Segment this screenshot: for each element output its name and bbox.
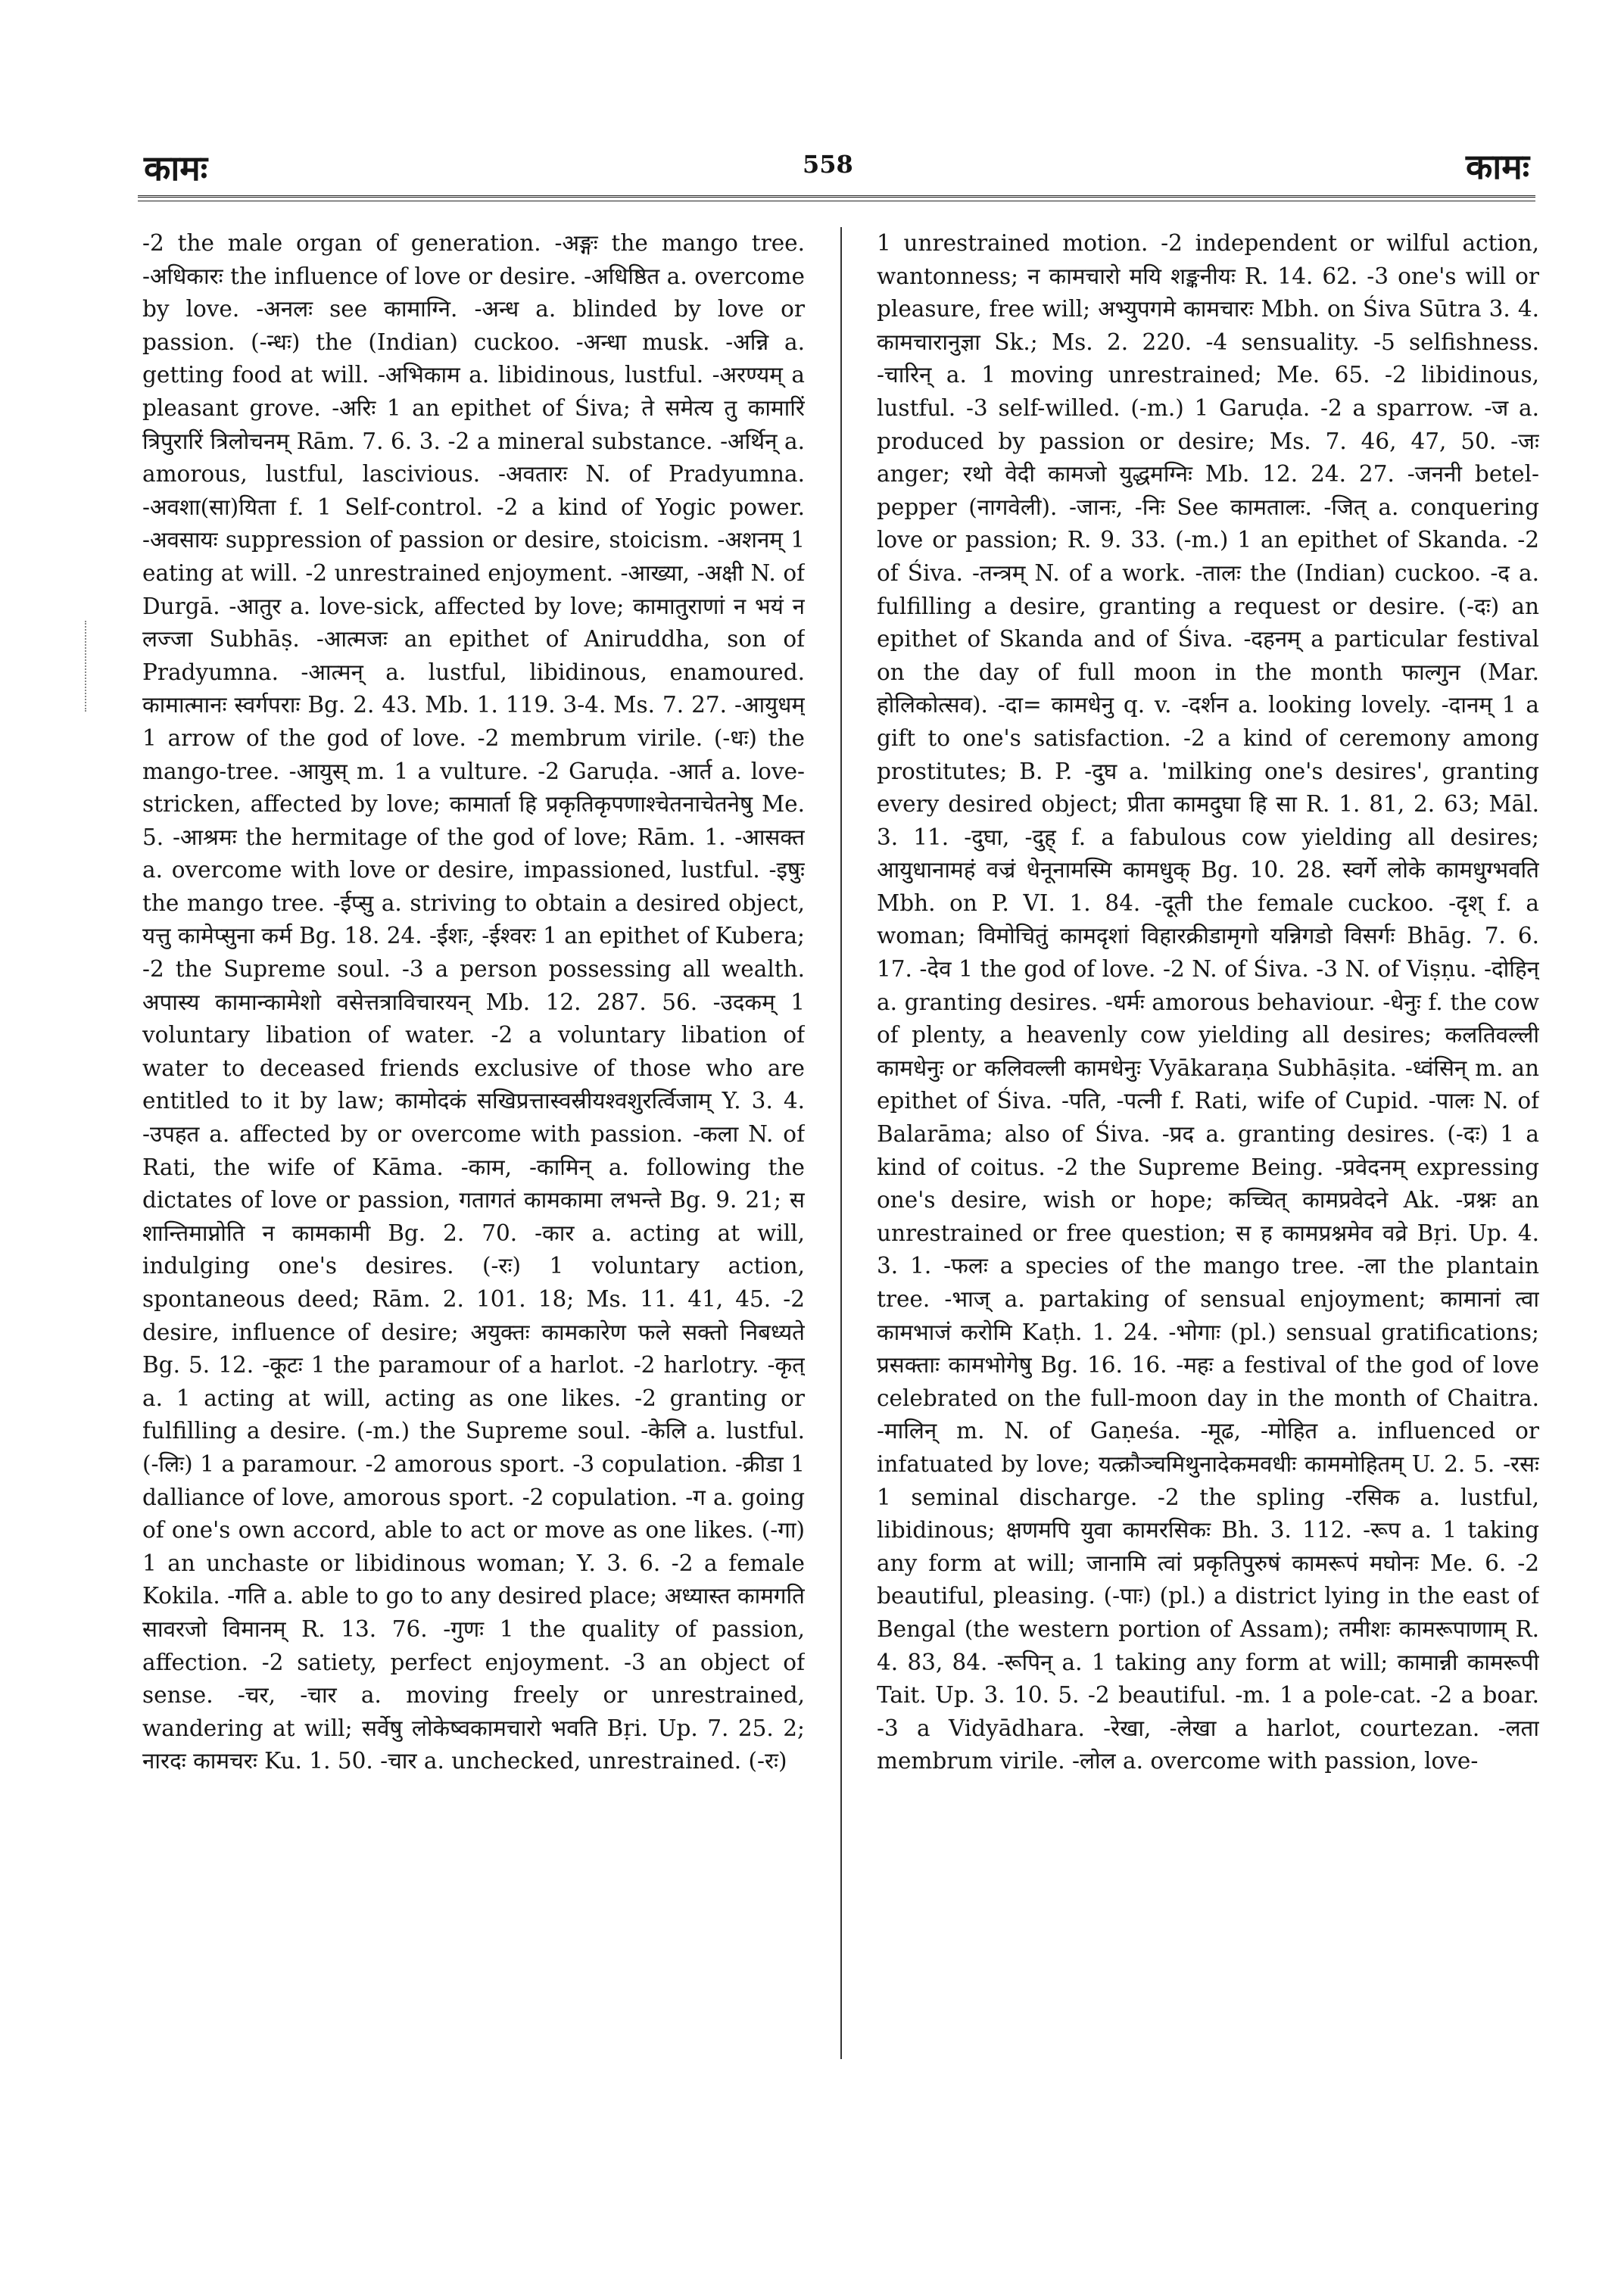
margin-dotted-mark <box>85 621 86 712</box>
left-column-text: -2 the male organ of generation. -अङ्गः the mango tree. -अधिकारः the influence of love or desire. -अधिष्ठित a. overcome by love. -अनलः see कामाग्नि. -अन्ध a. blinded by love or passion. (-न्धः) the (Indian) cuckoo. -अन्धा musk. -अन्नि a. getting food at will. -अभिकाम a. libidinous, lustful. -अरण्यम् a pleasant grove. -अरिः 1 an epithet of Śiva; ते समेत्य तु कामारिं त्रिपुरारिं त्रिलोचनम् Rām. 7. 6. 3. -2 a mineral substance. -अर्थिन् a. amorous, lustful, lascivious. -अवतारः N. of Pradyumna. -अवशा(सा)यिता f. 1 Self-control. -2 a kind of Yogic power. -अवसायः suppression of passion or desire, stoicism. -अशनम् 1 eating at will. -2 unrestrained enjoyment. -आख्या, -अक्षी N. of Durgā. -आतुर a. love-sick, affected by love; कामातुराणां न भयं न लज्जा Subhāṣ. -आत्मजः an epithet of Aniruddha, son of Pradyumna. -आत्मन् a. lustful, libidinous, enamoured. कामात्मानः स्वर्गपराः Bg. 2. 43. Mb. 1. 119. 3-4. Ms. 7. 27. -आयुधम् 1 arrow of the god of love. -2 membrum virile. (-धः) the mango-tree. -आयुस् m. 1 a vulture. -2 Garuḍa. -आर्त a. love-stricken, affected by love; कामार्ता हि प्रकृतिकृपणाश्चेतनाचेतनेषु Me. 5. -आश्रमः the hermitage of the god of love; Rām. 1. -आसक्त a. overcome with love or desire, impassioned, lustful. -इषुः the mango tree. -ईप्सु a. striving to obtain a desired object, यत्तु कामेप्सुना कर्म Bg. 18. 24. -ईशः, -ईश्वरः 1 an epithet of Kubera; -2 the Supreme soul. -3 a person possessing all wealth. अपास्य कामान्कामेशो वसेत्तत्राविचारयन् Mb. 12. 287. 56. -उदकम् 1 voluntary libation of water. -2 a voluntary libation of water to deceased friends exclusive of those who are entitled to it by law; कामोदकं सखिप्रत्तास्वस्रीयश्वशुरर्त्विजाम् Y. 3. 4. -उपहत a. affected by or overcome with passion. -कला N. of Rati, the wife of Kāma. -काम, -कामिन् a. following the dictates of love or passion, गतागतं कामकामा लभन्ते Bg. 9. 21; स शान्तिमाप्नोति न कामकामी Bg. 2. 70. -कार a. acting at will, indulging one's desires. (-रः) 1 voluntary action, spontaneous deed; Rām. 2. 101. 18; Ms. 11. 41, 45. -2 desire, influence of desire; अयुक्तः कामकारेण फले सक्तो निबध्यते Bg. 5. 12. -कूटः 1 the paramour of a harlot. -2 harlotry. -कृत् a. 1 acting at will, acting as one likes. -2 granting or fulfilling a desire. (-m.) the Supreme soul. -केलि a. lustful. (-लिः) 1 a paramour. -2 amorous sport. -3 copulation. -क्रीडा 1 dalliance of love, amorous sport. -2 copulation. -ग a. going of one's own accord, able to act or move as one likes. (-गा) 1 an unchaste or libidinous woman; Y. 3. 6. -2 a female Kokila. -गति a. able to go to any desired place; अध्यास्त कामगति सावरजो विमानम् R. 13. 76. -गुणः 1 the quality of passion, affection. -2 satiety, perfect enjoyment. -3 an object of sense. -चर, -चार a. moving freely or unrestrained, wandering at will; सर्वेषु लोकेष्वकामचारो भवति Bṛi. Up. 7. 25. 2; नारदः कामचरः Ku. 1. 50. -चार a. unchecked, unrestrained. (-रः) <box>142 230 805 1774</box>
left-running-headword: कामः <box>144 148 208 188</box>
column-divider <box>840 227 842 2059</box>
page-number: 558 <box>803 150 853 179</box>
right-column-text: 1 unrestrained motion. -2 independent or wilful action, wantonness; न कामचारो मयि शङ्कनीयः R. 14. 62. -3 one's will or pleasure, free will; अभ्युपगमे कामचारः Mbh. on Śiva Sūtra 3. 4. कामचारानुज्ञा Sk.; Ms. 2. 220. -4 sensuality. -5 selfishness. -चारिन् a. 1 moving unrestrained; Me. 65. -2 libidinous, lustful. -3 self-willed. (-m.) 1 Garuḍa. -2 a sparrow. -ज a. produced by passion or desire; Ms. 7. 46, 47, 50. -जः anger; रथो वेदी कामजो युद्धमग्निः Mb. 12. 24. 27. -जननी betel-pepper (नागवेली). -जानः, -निः See कामतालः. -जित् a. conquering love or passion; R. 9. 33. (-m.) 1 an epithet of Skanda. -2 of Śiva. -तन्त्रम् N. of a work. -तालः the (Indian) cuckoo. -द a. fulfilling a desire, granting a request or desire. (-दः) an epithet of Skanda and of Śiva. -दहनम् a particular festival on the day of full moon in the month फाल्गुन (Mar. होलिकोत्सव). -दा= कामधेनु q. v. -दर्शन a. looking lovely. -दानम् 1 a gift to one's satisfaction. -2 a kind of ceremony among prostitutes; B. P. -दुघ a. 'milking one's desires', granting every desired object; प्रीता कामदुघा हि सा R. 1. 81, 2. 63; Māl. 3. 11. -दुघा, -दुह् f. a fabulous cow yielding all desires; आयुधानामहं वज्रं धेनूनामस्मि कामधुक् Bg. 10. 28. स्वर्गे लोके कामधुग्भवति Mbh. on P. VI. 1. 84. -दूती the female cuckoo. -दृश् f. a woman; विमोचितुं कामदृशां विहारक्रीडामृगो यन्निगडो विसर्गः Bhāg. 7. 6. 17. -देव 1 the god of love. -2 N. of Śiva. -3 N. of Viṣṇu. -दोहिन् a. granting desires. -धर्मः amorous behaviour. -धेनुः f. the cow of plenty, a heavenly cow yielding all desires; कलतिवल्ली कामधेनुः or कलिवल्ली कामधेनुः Vyākaraṇa Subhāṣita. -ध्वंसिन् m. an epithet of Śiva. -पति, -पत्नी f. Rati, wife of Cupid. -पालः N. of Balarāma; also of Śiva. -प्रद a. granting desires. (-दः) 1 a kind of coitus. -2 the Supreme Being. -प्रवेदनम् expressing one's desire, wish or hope; कच्चित् कामप्रवेदने Ak. -प्रश्नः an unrestrained or free question; स ह कामप्रश्नमेव वव्रे Bṛi. Up. 4. 3. 1. -फलः a species of the mango tree. -ला the plantain tree. -भाज् a. partaking of sensual enjoyment; कामानां त्वा कामभाजं करोमि Kaṭh. 1. 24. -भोगाः (pl.) sensual gratifications; प्रसक्ताः कामभोगेषु Bg. 16. 16. -महः a festival of the god of love celebrated on the full-moon day in the month of Chaitra. -मालिन् m. N. of Gaṇeśa. -मूढ, -मोहित a. influenced or infatuated by love; यत्क्रौञ्चमिथुनादेकमवधीः काममोहितम् U. 2. 5. -रसः 1 seminal discharge. -2 the spling -रसिक a. lustful, libidinous; क्षणमपि युवा कामरसिकः Bh. 3. 112. -रूप a. 1 taking any form at will; जानामि त्वां प्रकृतिपुरुषं कामरूपं मघोनः Me. 6. -2 beautiful, pleasing. (-पाः) (pl.) a district lying in the east of Bengal (the western portion of Assam); तमीशः कामरूपाणाम् R. 4. 83, 84. -रूपिन् a. 1 taking any form at will; कामान्नी कामरूपी Tait. Up. 3. 10. 5. -2 beautiful. -m. 1 a pole-cat. -2 a boar. -3 a Vidyādhara. -रेखा, -लेखा a harlot, courtezan. -लता membrum virile. -लोल a. overcome with passion, love- <box>877 230 1539 1774</box>
right-running-headword: कामः <box>1465 146 1529 187</box>
header-rule <box>138 195 1535 201</box>
right-column <box>877 227 1539 2067</box>
left-column <box>142 227 805 2067</box>
page-header <box>136 129 1537 189</box>
